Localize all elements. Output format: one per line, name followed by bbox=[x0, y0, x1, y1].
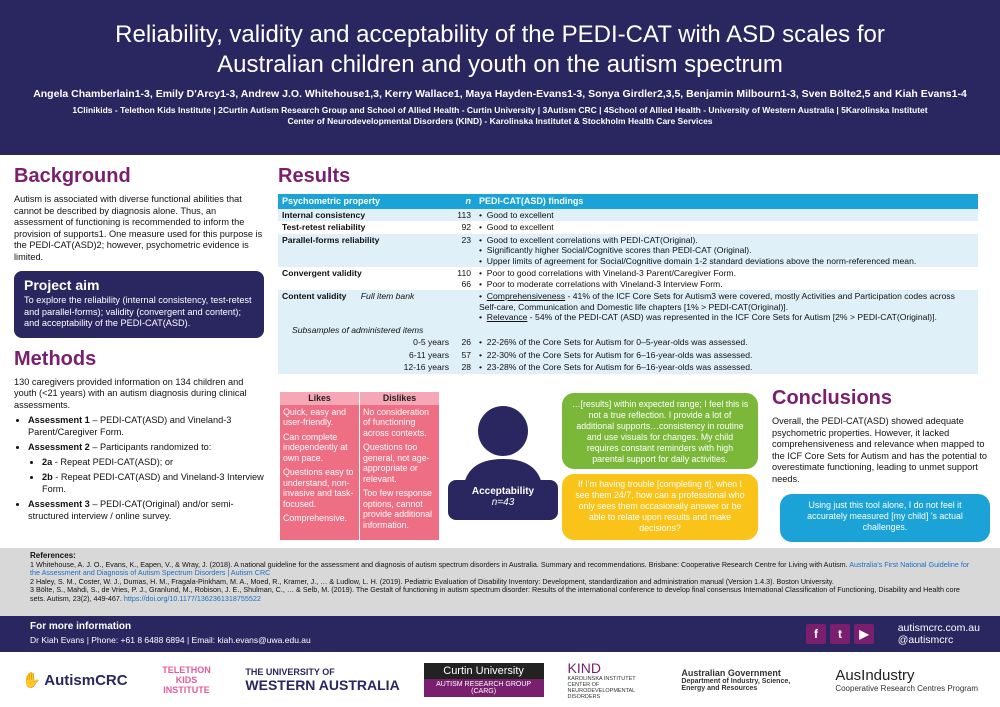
like-item: Questions easy to understand, non-invasive and task-focused. bbox=[283, 467, 354, 509]
acceptability-n: n=43 bbox=[491, 497, 515, 508]
table-row bbox=[278, 349, 978, 362]
finding-line: • Poor to moderate correlations with Vineland-3 Interview Form. bbox=[479, 278, 723, 289]
table-cell bbox=[453, 267, 475, 290]
col-header-findings: PEDI-CAT(ASD) findings bbox=[475, 194, 978, 209]
poster-title bbox=[0, 0, 1000, 80]
aim-text: To explore the reliability (internal consistency, test-retest and parallel-forms); validity (convergent and content); and acceptability of the PEDI-CAT(ASD). bbox=[24, 295, 252, 328]
table-cell bbox=[278, 290, 453, 324]
assessment-2a-label: 2a bbox=[42, 456, 53, 467]
table-cell: 92 bbox=[461, 222, 471, 232]
table-cell: 28 bbox=[453, 361, 475, 374]
finding-text: Good to excellent correlations with PEDI-CAT(Original). bbox=[486, 234, 698, 245]
assessment-2-label: Assessment 2 bbox=[28, 442, 90, 452]
reference-link[interactable]: https://doi.org/10.1177/1362361318755522 bbox=[123, 593, 261, 603]
autismcrc-text: AutismCRC bbox=[44, 671, 128, 689]
col-header-n: n bbox=[453, 194, 475, 209]
finding-line: • Significantly higher Social/Cognitive scores than PEDI-CAT (Original). bbox=[479, 245, 752, 255]
table-row bbox=[278, 221, 978, 234]
list-item bbox=[42, 472, 264, 495]
site-links bbox=[898, 622, 980, 646]
autismcrc-logo: ✋ AutismCRC bbox=[21, 671, 128, 689]
methods-intro: 130 caregivers provided information on 134 children and youth (<21 years) with an autism diagnosis during clinical assessments. bbox=[14, 376, 247, 410]
table-cell: 12-16 years bbox=[278, 361, 453, 374]
finding-text: - 54% of the PEDI-CAT (ASD) was represented in the ICF Core Sets for Autism [2% > PEDI-CAT(Original)]. bbox=[527, 312, 937, 322]
finding-line: • Relevance - 54% of the PEDI-CAT (ASD) was represented in the ICF Core Sets for Autism [2% > PEDI-CAT(Original)]. bbox=[479, 312, 937, 322]
quote-bubble-yellow: If I'm having trouble [completing it], when I see them 24/7, how can a professional who only sees them occasionally answer or be able to relate upon results and make decisions? bbox=[562, 474, 758, 540]
relevance-label: Relevance bbox=[486, 312, 528, 322]
finding-text: 22-26% of the Core Sets for Autism for 0–5-year-olds was assessed. bbox=[486, 337, 748, 347]
references-heading: References: bbox=[30, 551, 76, 560]
facebook-icon[interactable]: f bbox=[806, 624, 826, 644]
n-value: 110 bbox=[457, 268, 471, 278]
table-cell: Convergent validity bbox=[282, 268, 362, 278]
reference-2: 2 Haley, S. M., Coster, W. J., Dumas, H. M., Fragala-Pinkham, M. A., Moed, R., Kramer, J., … & Ludlow, L. H. (2019). Pediatric Evaluation of Disability Inventory: Development, standardization and administration manual (Version 1.4.3). Boston University. bbox=[30, 576, 834, 586]
conclusions-text: Overall, the PEDI-CAT(ASD) showed adequate psychometric properties. However, it lacked comprehensiveness and relevance when mapped to the ICF Core Sets for Autism and has the potential to overestimate functioning, leading to unmet support needs. bbox=[772, 416, 987, 484]
acceptability-label-box bbox=[448, 480, 558, 520]
poster-header bbox=[0, 0, 1000, 155]
table-cell bbox=[475, 267, 978, 290]
website-link[interactable]: autismcrc.com.au bbox=[897, 622, 980, 634]
finding-line: • Poor to good correlations with Vineland-3 Parent/Caregiver Form. bbox=[479, 268, 736, 278]
acceptability-label: Acceptability bbox=[471, 486, 535, 497]
likes-heading: Likes bbox=[280, 392, 359, 405]
assessment-1-text: – PEDI-CAT(ASD) and Vineland-3 Parent/Caregiver Form. bbox=[28, 415, 232, 437]
uwa-logo bbox=[245, 667, 399, 693]
table-cell: 23 bbox=[453, 234, 475, 268]
references-section bbox=[0, 548, 1000, 616]
assessment-2b-text: - Repeat PEDI-CAT(ASD) and Vineland-3 Interview Form. bbox=[42, 472, 264, 494]
results-table bbox=[278, 194, 978, 374]
title-line-1: Reliability, validity and acceptability of the PEDI-CAT with ASD scales for bbox=[115, 21, 885, 48]
quote-bubble-blue: Using just this tool alone, I do not feel it accurately measured [my child] 's actual challenges. bbox=[780, 494, 990, 542]
affiliations-line-1: 1Clinikids - Telethon Kids Institute | 2Curtin Autism Research Group and School of Allied Health - Curtin University | 3Autism CRC | 4School of Allied Health - University of Western Australia | 5Karolinska Institutet bbox=[72, 105, 928, 115]
uwa-line-1: THE UNIVERSITY OF bbox=[245, 666, 335, 677]
curtin-logo bbox=[424, 663, 544, 697]
table-row bbox=[278, 324, 978, 337]
conclusions-section bbox=[772, 387, 994, 485]
carg-text: AUTISM RESEARCH GROUP (CARG) bbox=[424, 679, 544, 697]
assessment-2a-text: - Repeat PEDI-CAT(ASD); or bbox=[52, 456, 174, 467]
contact-heading: For more information bbox=[30, 621, 132, 632]
col-header-property: Psychometric property bbox=[278, 194, 453, 209]
table-cell: 0-5 years bbox=[278, 336, 453, 349]
table-cell: 57 bbox=[453, 349, 475, 362]
table-cell: 26 bbox=[453, 336, 475, 349]
table-row bbox=[278, 290, 978, 324]
telethon-kids-logo: TELETHON KIDS INSTITUTE bbox=[162, 664, 211, 695]
methods-list bbox=[14, 415, 264, 522]
project-aim-box bbox=[14, 271, 264, 338]
table-row bbox=[278, 209, 978, 222]
finding-text: Upper limits of agreement for Social/Cognitive domain 1-2 standard deviations above the norm-referenced mean. bbox=[486, 255, 917, 266]
reference-3 bbox=[30, 586, 970, 603]
dislikes-column bbox=[360, 392, 440, 540]
table-cell: 6-11 years bbox=[278, 349, 453, 362]
authors: Angela Chamberlain1-3, Emily D'Arcy1-3, Andrew J.O. Whitehouse1,3, Kerry Wallace1, Maya Hayden-Evans1-3, Sonya Girdler2,3,5, Benjamin Milbourn1-3, Sven Bölte2,5 and Kiah Evans1-4 bbox=[33, 88, 967, 100]
likes-column bbox=[280, 392, 360, 540]
twitter-icon[interactable]: t bbox=[830, 624, 850, 644]
table-cell: • Good to excellent bbox=[475, 209, 978, 222]
assessment-1-label: Assessment 1 bbox=[28, 415, 90, 425]
table-cell: 113 bbox=[453, 209, 475, 222]
table-row bbox=[278, 234, 978, 268]
sub-list bbox=[28, 457, 264, 496]
kind-subtext: KAROLINSKA INSTITUTET CENTER OF NEURODEVELOPMENTAL DISORDERS bbox=[567, 675, 636, 700]
affiliations-line-2: Center of Neurodevelopmental Disorders (KIND) - Karolinska Institutet & Stockholm Health Care Services bbox=[287, 116, 713, 126]
list-item bbox=[28, 442, 264, 495]
gov-subtext: Department of Industry, Science, Energy and Resources bbox=[681, 677, 791, 692]
uwa-line-2: WESTERN AUSTRALIA bbox=[245, 676, 400, 693]
table-cell bbox=[475, 290, 978, 324]
conclusions-heading: Conclusions bbox=[772, 387, 893, 409]
table-cell: • 23-28% of the Core Sets for Autism for 6–16-year-olds was assessed. bbox=[475, 361, 978, 374]
n-value: 66 bbox=[461, 278, 471, 289]
results-heading: Results bbox=[278, 165, 351, 187]
aim-heading: Project aim bbox=[24, 277, 100, 293]
results-section bbox=[278, 165, 990, 374]
table-header-row bbox=[278, 194, 978, 209]
content-validity-label: Content validity bbox=[282, 291, 347, 301]
logo-strip bbox=[0, 652, 1000, 707]
background-text: Autism is associated with diverse functional abilities that cannot be described by diagnosis alone. Thus, an assessment of functioning is recommended to inform the provision of supports1. One measure used for this purpose is the PEDI-CAT(ASD)2; however, psychometric evidence is limited. bbox=[14, 194, 263, 262]
assessment-2-text: – Participants randomized to: bbox=[89, 442, 212, 452]
table-cell bbox=[475, 324, 978, 337]
affiliations bbox=[0, 105, 1000, 127]
finding-text: - 41% of the ICF Core Sets for Autism3 were covered, mostly Activities and Participation codes across Self-care, Communication and Domestic life chapters [1% > PEDI-CAT(Original)]. bbox=[479, 291, 955, 312]
reference-text: 3 Bölte, S., Mahdi, S., de Vries, P. J., Granlund, M., Robison, J. E., Shulman, C., … & Selb, M. (2019). The Gestalt of functioning in autism spectrum disorder: Results of the international conference to develop final consensus International Classification of Functioning, Disability and Health core sets. Autism, 23(2), 449-467. bbox=[30, 585, 960, 603]
table-row bbox=[278, 361, 978, 374]
social-icons bbox=[806, 624, 874, 644]
like-item: Can complete independently at own pace. bbox=[283, 431, 348, 463]
assessment-2b-label: 2b bbox=[42, 472, 53, 482]
like-item: Quick, easy and user-friendly. bbox=[283, 406, 347, 427]
table-cell: • Good to excellent bbox=[479, 222, 554, 232]
table-cell bbox=[453, 290, 475, 324]
finding-line: • Upper limits of agreement for Social/Cognitive domain 1-2 standard deviations above the norm-referenced mean. bbox=[479, 255, 917, 266]
quote-bubble-green: …[results] within expected range; I feel this is not a true reflection. I provide a lot of additional supports…consistency in routine and use visuals for changes. My child requires constant reminders with high parental support for daily activities. bbox=[562, 393, 758, 469]
finding-text: Significantly higher Social/Cognitive scores than PEDI-CAT (Original). bbox=[486, 245, 752, 255]
list-item bbox=[28, 415, 264, 438]
social-handle[interactable]: @autismcrc bbox=[897, 634, 954, 646]
contact-line: Dr Kiah Evans | Phone: +61 8 6488 6894 | Email: kiah.evans@uwa.edu.au bbox=[30, 635, 311, 645]
table-cell: Test-retest reliability bbox=[282, 222, 366, 232]
finding-text: 22-30% of the Core Sets for Autism for 6–16-year-olds was assessed. bbox=[486, 349, 753, 360]
dislike-item: No consideration of functioning across contexts. bbox=[363, 406, 430, 438]
methods-heading: Methods bbox=[14, 347, 97, 370]
assessment-3-label: Assessment 3 bbox=[28, 499, 90, 509]
assessment-3-text: – PEDI-CAT(Original) and/or semi-structured interview / online survey. bbox=[28, 499, 234, 521]
finding-text: Poor to good correlations with Vineland-3 Parent/Caregiver Form. bbox=[486, 268, 736, 278]
reference-link[interactable]: Australia's First National Guideline for the Assessment and Diagnosis of Autism Spectrum Disorders | Autism CRC bbox=[30, 559, 970, 578]
background-heading: Background bbox=[14, 165, 131, 187]
table-cell: Internal consistency bbox=[278, 209, 453, 222]
curtin-text: Curtin University bbox=[424, 663, 544, 679]
list-item bbox=[42, 457, 264, 469]
table-cell bbox=[453, 324, 475, 337]
finding-text: Good to excellent bbox=[486, 222, 554, 232]
table-cell: • 22-30% of the Core Sets for Autism for 6–16-year-olds was assessed. bbox=[475, 349, 978, 362]
left-column bbox=[14, 165, 264, 526]
list-item bbox=[28, 499, 264, 522]
table-row bbox=[278, 336, 978, 349]
ausindustry-logo bbox=[835, 667, 978, 693]
youtube-icon[interactable]: ▶ bbox=[854, 624, 874, 644]
ausindustry-subtext: Cooperative Research Centres Program bbox=[835, 683, 979, 693]
table-cell: Parallel-forms reliability bbox=[278, 234, 453, 268]
table-cell: Subsamples of administered items bbox=[278, 324, 453, 337]
dislike-item: Questions too general, not age-appropriate or relevant. bbox=[363, 442, 430, 484]
dislike-item: Too few response options, cannot provide additional information. bbox=[363, 488, 432, 530]
finding-line: • Comprehensiveness - 41% of the ICF Core Sets for Autism3 were covered, mostly Activities and Participation codes across Self-care, Communication and Domestic life chapters [1% > PEDI-CAT(Original)]. bbox=[479, 291, 955, 312]
table-row bbox=[278, 267, 978, 290]
finding-text: Good to excellent bbox=[486, 209, 554, 220]
comprehensiveness-label: Comprehensiveness bbox=[486, 291, 566, 301]
finding-text: Poor to moderate correlations with Vineland-3 Interview Form. bbox=[486, 278, 723, 289]
reference-text: 1 Whitehouse, A. J. O., Evans, K., Eapen, V., & Wray, J. (2018). A national guideline for the assessment and diagnosis of autism spectrum disorders in Australia. Summary and recommendations. Brisbane: Cooperative Research Centre for Living with Autism. bbox=[30, 559, 848, 569]
table-cell: • 22-26% of the Core Sets for Autism for 0–5-year-olds was assessed. bbox=[475, 336, 978, 349]
kind-text: KIND bbox=[567, 659, 601, 676]
finding-line: • Good to excellent correlations with PEDI-CAT(Original). bbox=[479, 234, 698, 245]
australian-government-logo bbox=[681, 668, 811, 692]
gov-text: Australian Government bbox=[681, 667, 781, 678]
table-cell bbox=[475, 234, 978, 268]
ausindustry-text: AusIndustry bbox=[835, 666, 915, 684]
dislikes-heading: Dislikes bbox=[360, 392, 439, 405]
full-item-bank-label: Full item bank bbox=[360, 291, 415, 301]
title-line-2: Australian children and youth on the autism spectrum bbox=[217, 51, 783, 78]
finding-text: 23-28% of the Core Sets for Autism for 6–16-year-olds was assessed. bbox=[486, 362, 753, 372]
likes-dislikes-table bbox=[280, 392, 440, 540]
like-item: Comprehensive. bbox=[283, 513, 348, 523]
kind-logo bbox=[568, 660, 658, 700]
reference-1 bbox=[30, 561, 970, 578]
